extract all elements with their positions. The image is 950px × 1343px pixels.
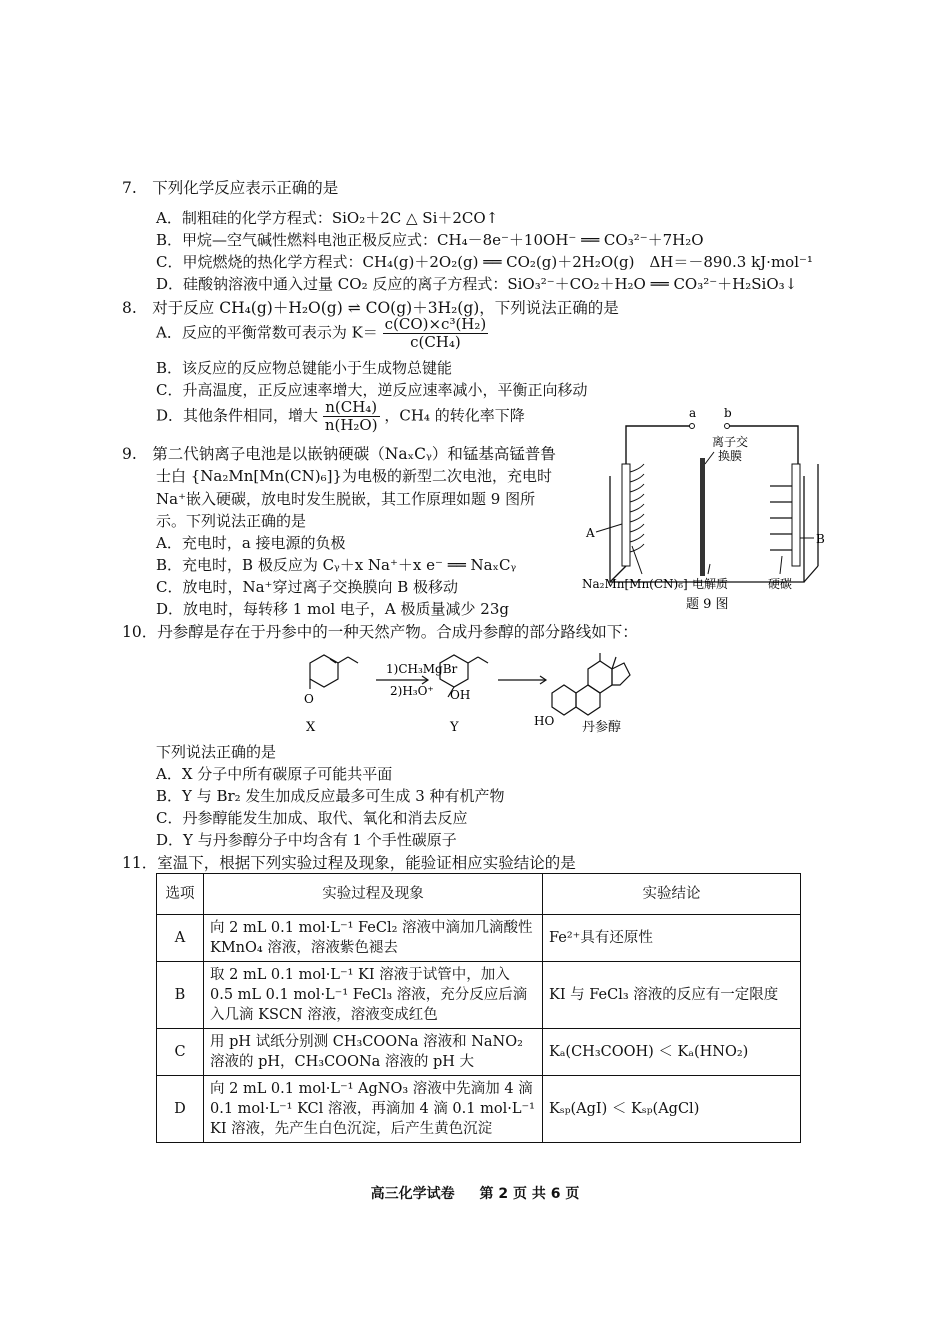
row-conclusion: KI 与 FeCl₃ 溶液的反应有一定限度 [543,962,801,1029]
table-header-row [157,874,801,915]
label-a: a [689,406,697,420]
synthesis-route [290,643,660,738]
label-electrolyte: 电解质 [692,577,729,591]
row-procedure: 向 2 mL 0.1 mol·L⁻¹ FeCl₂ 溶液中滴加几滴酸性 KMnO₄ 溶液，溶液紫色褪去 [204,915,543,962]
q10-option-b: B．Y 与 Br₂ 发生加成反应最多可生成 3 种有机产物 [156,787,505,805]
q8-option-b: B．该反应的反应物总键能小于生成物总键能 [156,359,453,377]
q8-d-prefix: D．其他条件相同，增大 [156,406,319,425]
q9-line-3: Na⁺嵌入硬碳，放电时发生脱嵌，其工作原理如题 9 图所 [156,490,536,508]
row-conclusion: Kₐ(CH₃COOH) ＜ Kₐ(HNO₂) [543,1029,801,1076]
q8-stem: 8. 对于反应 CH₄(g)＋H₂O(g) ⇌ CO(g)＋3H₂(g)，下列说法正确的是 [122,299,619,317]
row-procedure: 向 2 mL 0.1 mol·L⁻¹ AgNO₃ 溶液中先滴加 4 滴 0.1 mol·L⁻¹ KCl 溶液，再滴加 4 滴 0.1 mol·L⁻¹ KI 溶液，先产生白色沉淀，后产生黄色沉淀 [204,1076,543,1143]
battery-diagram [582,406,832,616]
q7-option-c: C．甲烷燃烧的热化学方程式：CH₄(g)＋2O₂(g) ══ CO₂(g)＋2H₂O(g) ΔH＝－890.3 kJ·mol⁻¹ [156,253,813,271]
terminal-a [690,424,695,429]
figure-9-caption: 题 9 图 [686,597,729,612]
table-row [157,1029,801,1076]
q7-option-d: D．硅酸钠溶液中通入过量 CO₂ 反应的离子方程式：SiO₃²⁻＋CO₂＋H₂O ══ CO₃²⁻＋H₂SiO₃↓ [156,275,798,293]
label-b: b [724,406,732,420]
compound-x-label: X [306,720,316,735]
header-procedure: 实验过程及现象 [204,874,543,915]
q10-option-a: A．X 分子中所有碳原子可能共平面 [156,765,393,783]
terminal-b [725,424,730,429]
table-row [157,962,801,1029]
q7-stem: 7. 下列化学反应表示正确的是 [122,179,339,197]
footer-subject: 高三化学试卷 [370,1186,455,1202]
page-footer [0,1183,950,1203]
label-right-material: 硬碳 [768,577,793,591]
row-procedure: 取 2 mL 0.1 mol·L⁻¹ KI 溶液于试管中，加入 0.5 mL 0.1 mol·L⁻¹ FeCl₃ 溶液，充分反应后滴入几滴 KSCN 溶液，溶液变成红色 [204,962,543,1029]
table-row [157,915,801,962]
q10-intro: 下列说法正确的是 [156,743,277,761]
q9-option-a: A．充电时，a 接电源的负极 [156,534,346,552]
q8-a-denominator: c(CH₄) [410,333,461,351]
reagent-2: 2)H₃O⁺ [390,684,434,698]
q8-a-numerator: c(CO)×c³(H₂) [384,315,487,333]
reagent-1: 1)CH₃MgBr [386,662,458,676]
q9-line-2: 士白 {Na₂Mn[Mn(CN)₆]}为电极的新型二次电池，充电时 [156,467,553,485]
q8-a-prefix: A．反应的平衡常数可表示为 K＝ [156,323,378,342]
row-conclusion: Fe²⁺具有还原性 [543,915,801,962]
product-label: 丹参醇 [582,720,622,735]
row-option: A [157,915,204,962]
q7-option-b: B．甲烷—空气碱性燃料电池正极反应式：CH₄－8e⁻＋10OH⁻ ══ CO₃²⁻＋7H₂O [156,231,704,249]
table-row [157,1076,801,1143]
y-hydroxyl: OH [450,688,471,702]
row-option: D [157,1076,204,1143]
membrane-label-1: 离子交 [712,435,749,449]
row-procedure: 用 pH 试纸分别测 CH₃COONa 溶液和 NaNO₂ 溶液的 pH，CH₃COONa 溶液的 pH 大 [204,1029,543,1076]
q11-stem: 11．室温下，根据下列实验过程及现象，能验证相应实验结论的是 [122,854,576,872]
q8-d-denominator: n(H₂O) [324,416,378,434]
q10-option-c: C．丹参醇能发生加成、取代、氧化和消去反应 [156,809,468,827]
q8-option-a [156,316,488,351]
q8-d-suffix: ，CH₄ 的转化率下降 [384,406,525,425]
x-carbonyl-o: O [304,692,314,706]
q8-d-numerator: n(CH₄) [323,399,380,417]
q10-option-d: D．Y 与丹参醇分子中均含有 1 个手性碳原子 [156,831,457,849]
q8-option-d [156,399,525,434]
q9-option-d: D．放电时，每转移 1 mol 电子，A 极质量减少 23g [156,600,509,618]
q7-option-a: A．制粗硅的化学方程式：SiO₂＋2C △ Si＋2CO↑ [156,209,499,227]
q9-line-4: 示。下列说法正确的是 [156,512,307,530]
q11-table [156,873,801,1143]
q8-option-c: C．升高温度，正反应速率增大，逆反应速率减小，平衡正向移动 [156,381,588,399]
q9-line-1: 9. 第二代钠离子电池是以嵌钠硬碳（NaₓCᵧ）和锰基高锰普鲁 [122,445,556,463]
membrane-label-2: 换膜 [718,449,743,463]
electrode-b [792,464,800,566]
q9-option-c: C．放电时，Na⁺穿过离子交换膜向 B 极移动 [156,578,459,596]
header-conclusion: 实验结论 [543,874,801,915]
q10-stem: 10．丹参醇是存在于丹参中的一种天然产物。合成丹参醇的部分路线如下： [122,623,638,641]
ion-exchange-membrane [700,458,705,576]
q8-a-fraction [383,316,489,351]
row-option: B [157,962,204,1029]
row-conclusion: Kₛₚ(AgI) ＜ Kₛₚ(AgCl) [543,1076,801,1143]
electrode-a [622,464,630,566]
product-hydroxyl: HO [534,714,555,728]
label-electrode-a: A [586,526,595,540]
row-option: C [157,1029,204,1076]
label-electrode-b: B [816,532,825,546]
q8-d-fraction [323,399,380,434]
header-option: 选项 [157,874,204,915]
q9-option-b: B．充电时，B 极反应为 Cᵧ＋x Na⁺＋x e⁻ ══ NaₓCᵧ [156,556,517,574]
label-left-material: Na₂Mn[Mn(CN)₆] [582,577,688,591]
compound-y-label: Y [450,720,459,735]
footer-page-number: 第 2 页 共 6 页 [479,1186,580,1202]
